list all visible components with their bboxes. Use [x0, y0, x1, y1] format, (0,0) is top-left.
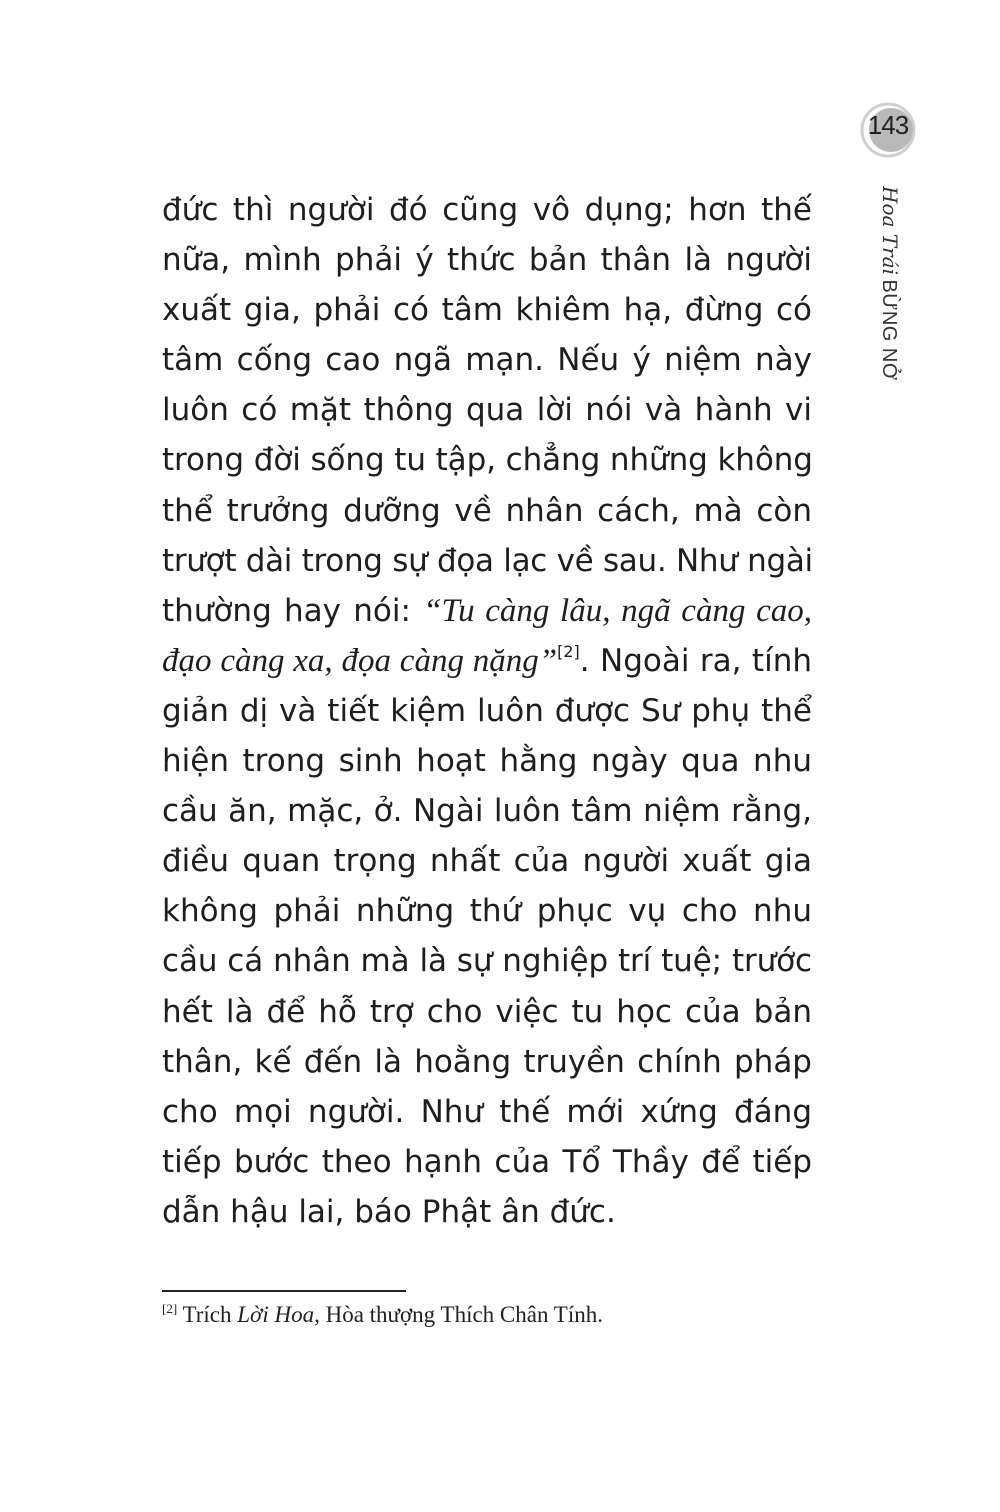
quote-lead-in: thường hay nói: — [162, 592, 424, 629]
running-title — [868, 186, 902, 381]
running-title-caps: BỪNG NỞ — [878, 279, 900, 381]
running-title-script: Hoa Trái — [878, 186, 902, 275]
body-line-with-quote — [162, 636, 812, 686]
footnote — [162, 1302, 603, 1328]
body-line: trong đời sống tu tập, chẳng những không — [162, 442, 813, 479]
body-line: cho mọi người. Như thế mới xứng đáng — [162, 1093, 812, 1130]
quote-continuation: . Ngoài ra, tính — [579, 642, 812, 679]
body-line: điều quan trọng nhất của người xuất gia — [162, 843, 812, 880]
footnote-source-title: Lời Hoa — [237, 1302, 315, 1327]
body-line: không phải những thứ phục vụ cho nhu — [162, 893, 812, 930]
body-line: hết là để hỗ trợ cho việc tu học của bản — [162, 993, 812, 1030]
footnote-marker: [2] — [162, 1301, 178, 1316]
body-line: xuất gia, phải có tâm khiêm hạ, đừng có — [162, 292, 812, 329]
footnote-reference[interactable]: [2] — [557, 641, 580, 661]
body-line: giản dị và tiết kiệm luôn được Sư phụ thể — [162, 692, 812, 729]
footnote-divider — [162, 1290, 406, 1292]
body-line: hiện trong sinh hoạt hằng ngày qua nhu — [162, 743, 812, 780]
body-line: trượt dài trong sự đọa lạc về sau. Như ngài — [162, 542, 813, 579]
body-text — [162, 185, 812, 1237]
quote-text: “Tu càng lâu, ngã càng cao, — [423, 592, 812, 629]
body-line: nữa, mình phải ý thức bản thân là người — [162, 242, 812, 279]
body-line: thân, kế đến là hoằng truyền chính pháp — [162, 1043, 812, 1080]
footnote-prefix: Trích — [177, 1302, 238, 1327]
body-line: tâm cống cao ngã mạn. Nếu ý niệm này — [162, 342, 812, 379]
footnote-suffix: , Hòa thượng Thích Chân Tính. — [314, 1302, 603, 1327]
body-line: cầu cá nhân mà là sự nghiệp trí tuệ; trước — [162, 943, 812, 980]
body-line-with-quote — [162, 586, 812, 636]
body-line-last: dẫn hậu lai, báo Phật ân đức. — [162, 1193, 616, 1230]
page-number: 143 — [867, 110, 909, 140]
quote-text: đạo càng xa, đọa càng nặng” — [162, 642, 558, 679]
body-line: thể trưởng dưỡng về nhân cách, mà còn — [162, 492, 812, 529]
body-line: luôn có mặt thông qua lời nói và hành vi — [162, 392, 812, 429]
body-line: đức thì người đó cũng vô dụng; hơn thế — [162, 192, 812, 228]
body-line: tiếp bước theo hạnh của Tổ Thầy để tiếp — [162, 1143, 812, 1180]
body-line: cầu ăn, mặc, ở. Ngài luôn tâm niệm rằng, — [162, 793, 812, 830]
